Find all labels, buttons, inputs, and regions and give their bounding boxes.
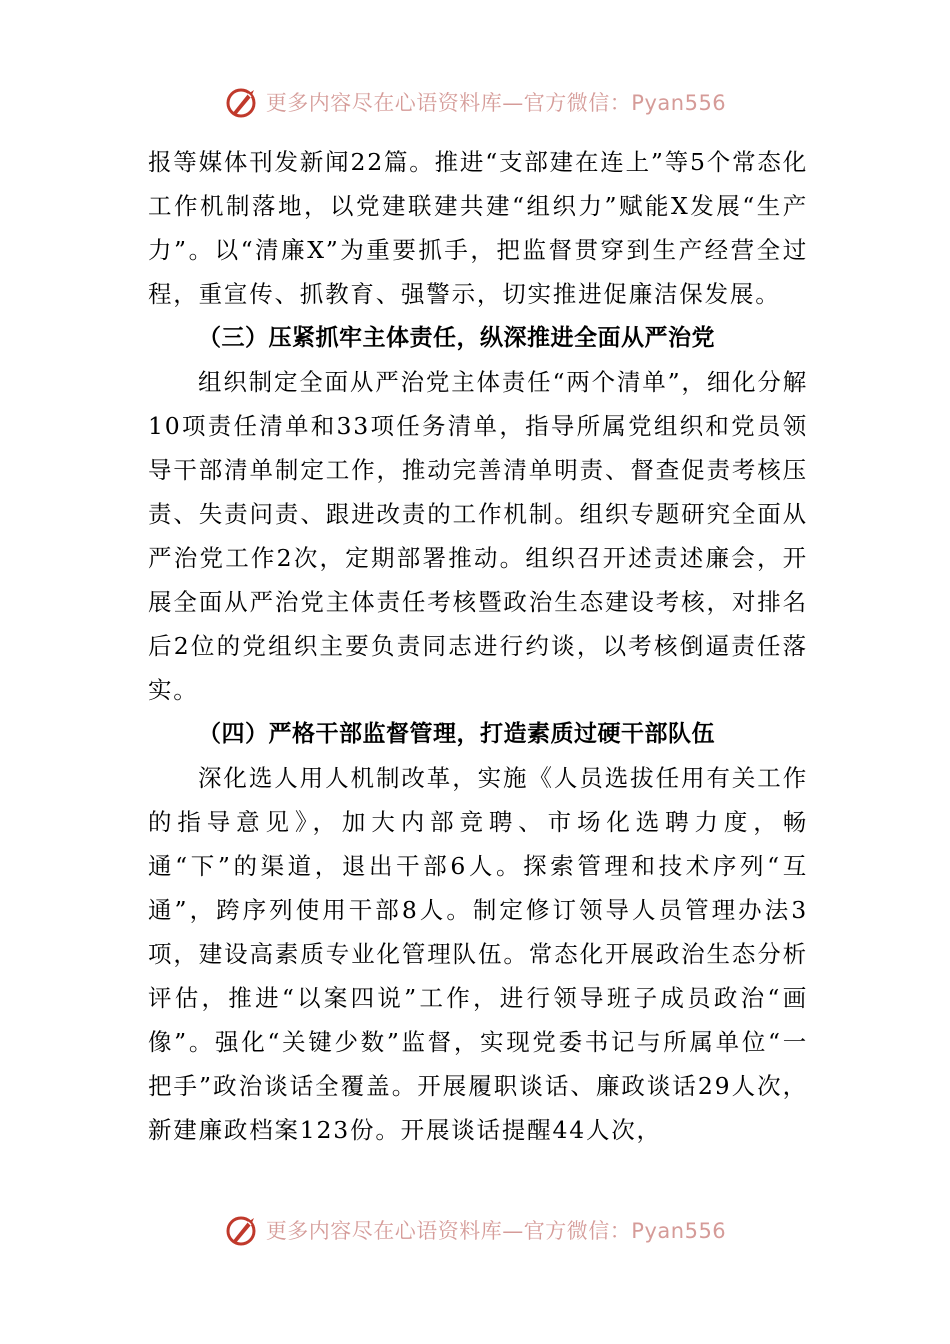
document-body [148,140,808,1152]
footer-watermark [0,1210,950,1250]
pen-nib-circle-icon [224,1212,260,1248]
section-heading-3: （三）压紧抓牢主体责任，纵深推进全面从严治党 [198,325,715,351]
watermark-text: 更多内容尽在心语资料库—官方微信：Pyan556 [265,1219,727,1243]
paragraph-continued: 报等媒体刊发新闻22篇。推进“支部建在连上”等5个常态化工作机制落地，以党建联建共建“组织力”赋能X发展“生产力”。以“清廉X”为重要抓手，把监督贯穿到生产经营全过程，重宣传、抓教育、强警示，切实推进促廉洁保发展。 [148,148,808,308]
paragraph-section-3: 组织制定全面从严治党主体责任“两个清单”，细化分解10项责任清单和33项任务清单，指导所属党组织和党员领导干部清单制定工作，推动完善清单明责、督查促责考核压责、失责问责、跟进改责的工作机制。组织专题研究全面从严治党工作2次，定期部署推动。组织召开述责述廉会，开展全面从严治党主体责任考核暨政治生态建设考核，对排名后2位的党组织主要负责同志进行约谈，以考核倒逼责任落实。 [148,368,808,704]
section-heading-4: （四）严格干部监督管理，打造素质过硬干部队伍 [198,721,715,747]
header-watermark [0,82,950,122]
watermark-text: 更多内容尽在心语资料库—官方微信：Pyan556 [265,91,727,115]
pen-nib-circle-icon [224,84,260,120]
paragraph-section-4: 深化选人用人机制改革，实施《人员选拔任用有关工作的指导意见》，加大内部竞聘、市场化选聘力度，畅通“下”的渠道，退出干部6人。探索管理和技术序列“互通”，跨序列使用干部8人。制定修订领导人员管理办法3项，建设高素质专业化管理队伍。常态化开展政治生态分析评估，推进“以案四说”工作，进行领导班子成员政治“画像”。强化“关键少数”监督，实现党委书记与所属单位“一把手”政治谈话全覆盖。开展履职谈话、廉政谈话29人次，新建廉政档案123份。开展谈话提醒44人次， [148,764,808,1144]
